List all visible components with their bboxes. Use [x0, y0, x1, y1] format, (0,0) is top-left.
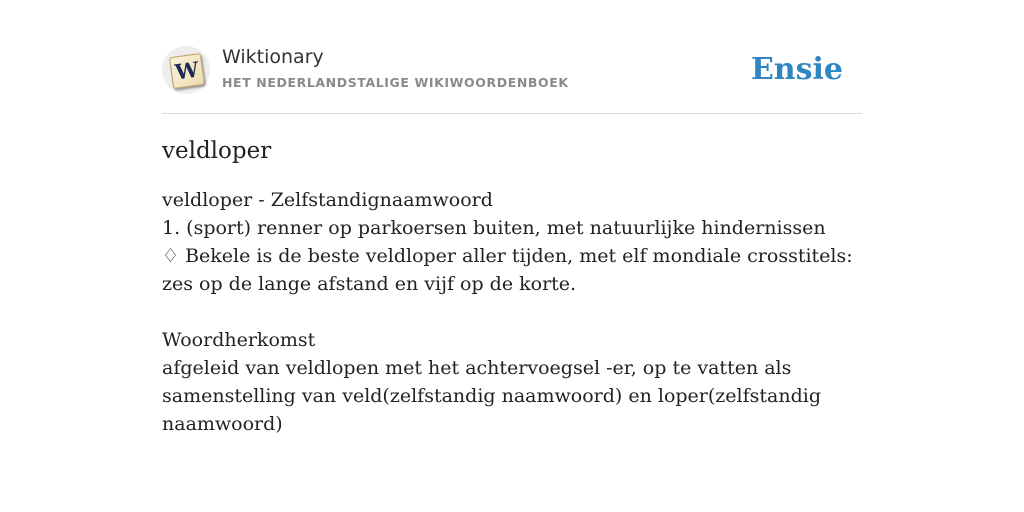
logo-tile-icon: W [169, 53, 205, 89]
example-sentence: ♢ Bekele is de beste veldloper aller tijden, met elf mondiale crosstitels: zes op de lange afstand en vijf op de korte. [162, 245, 853, 295]
definition: 1. (sport) renner op parkoersen buiten, met natuurlijke hindernissen [162, 217, 826, 239]
site-title: Wiktionary [222, 46, 324, 68]
entry-card [162, 40, 862, 438]
header [162, 40, 862, 114]
site-subtitle: HET NEDERLANDSTALIGE WIKIWOORDENBOEK [222, 75, 569, 90]
word-class-line: veldloper - Zelfstandignaamwoord [162, 189, 493, 211]
etymology-heading: Woordherkomst [162, 329, 316, 351]
entry-title: veldloper [162, 138, 272, 164]
spacer [162, 298, 862, 326]
entry-body [162, 186, 862, 438]
ensie-brand-link[interactable]: Ensie [750, 52, 843, 87]
etymology-text: afgeleid van veldlopen met het achtervoegsel -er, op te vatten als samenstelling van veld(zelfstandig naamwoord) en loper(zelfstandig naamwoord) [162, 357, 821, 435]
wiktionary-logo[interactable] [162, 46, 210, 94]
